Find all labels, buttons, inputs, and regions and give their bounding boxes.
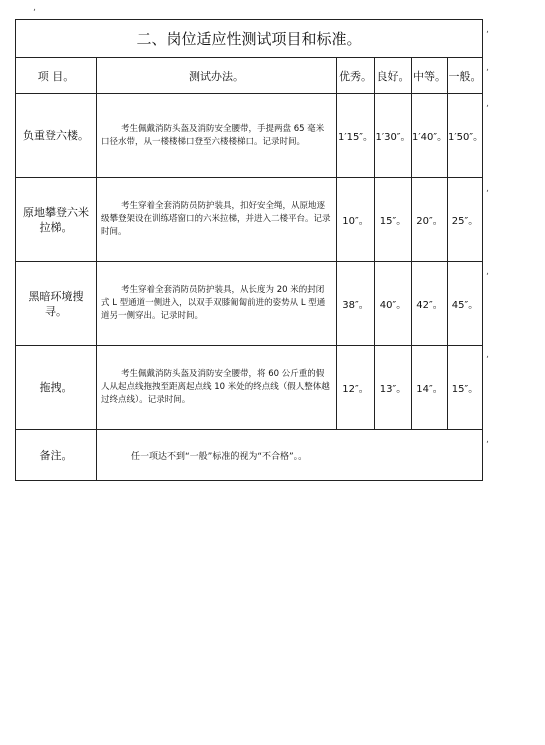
header-row [16, 58, 483, 94]
row-item-name: 黑暗环境搜寻。 [16, 262, 97, 346]
header-method: 测试办法。 [97, 58, 337, 94]
row-medium: 20″。 [412, 178, 448, 262]
table-title: 二、岗位适应性测试项目和标准。 [16, 20, 483, 58]
row-excellent: 1′15″。 [337, 94, 375, 178]
header-average: 一般。 [448, 58, 483, 94]
row-good: 13″。 [375, 346, 412, 430]
row-medium: 42″。 [412, 262, 448, 346]
row-method: 考生佩戴消防头盔及消防安全腰带，将 60 公斤重的假人从起点线拖拽至距离起点线 10 米处的终点线（假人整体越过终点线）。记录时间。 [97, 346, 337, 430]
paragraph-mark: ‚ [486, 350, 489, 360]
header-item: 项 目。 [16, 58, 97, 94]
row-excellent: 10″。 [337, 178, 375, 262]
row-average: 45″。 [448, 262, 483, 346]
paragraph-mark: ‚ [486, 63, 489, 73]
note-text: 任一项达不到“一般”标准的视为“不合格”。。 [97, 430, 483, 481]
row-good: 1′30″。 [375, 94, 412, 178]
paragraph-mark: ‚ [486, 184, 489, 194]
row-excellent: 38″。 [337, 262, 375, 346]
paragraph-mark: ‚ [486, 435, 489, 445]
row-average: 25″。 [448, 178, 483, 262]
row-item-name: 拖拽。 [16, 346, 97, 430]
top-paragraph-mark: ‚ [33, 3, 36, 13]
row-method: 考生穿着全套消防员防护装具，扣好安全绳，从原地逐级攀登架设在训练塔窗口的六米拉梯，并进入二楼平台。记录时间。 [97, 178, 337, 262]
note-row [16, 430, 483, 481]
header-good: 良好。 [375, 58, 412, 94]
table-row [16, 94, 483, 178]
paragraph-mark: ‚ [486, 25, 489, 35]
row-item-name: 负重登六楼。 [16, 94, 97, 178]
row-item-name: 原地攀登六米拉梯。 [16, 178, 97, 262]
header-medium: 中等。 [412, 58, 448, 94]
row-medium: 14″。 [412, 346, 448, 430]
row-method: 考生佩戴消防头盔及消防安全腰带，手提两盘 65 毫米口径水带，从一楼楼梯口登至六楼楼梯口。记录时间。 [97, 94, 337, 178]
row-good: 40″。 [375, 262, 412, 346]
paragraph-mark: ‚ [486, 267, 489, 277]
row-good: 15″。 [375, 178, 412, 262]
standards-table [15, 19, 483, 481]
row-average: 1′50″。 [448, 94, 483, 178]
table-row [16, 178, 483, 262]
note-label: 备注。 [16, 430, 97, 481]
row-average: 15″。 [448, 346, 483, 430]
row-method: 考生穿着全套消防员防护装具，从长度为 20 米的封闭式 L 型通道一侧进入，以双手双膝匍匐前进的姿势从 L 型通道另一侧穿出。记录时间。 [97, 262, 337, 346]
paragraph-mark: ‚ [486, 99, 489, 109]
header-excellent: 优秀。 [337, 58, 375, 94]
table-row [16, 346, 483, 430]
row-excellent: 12″。 [337, 346, 375, 430]
table-row [16, 262, 483, 346]
row-medium: 1′40″。 [412, 94, 448, 178]
